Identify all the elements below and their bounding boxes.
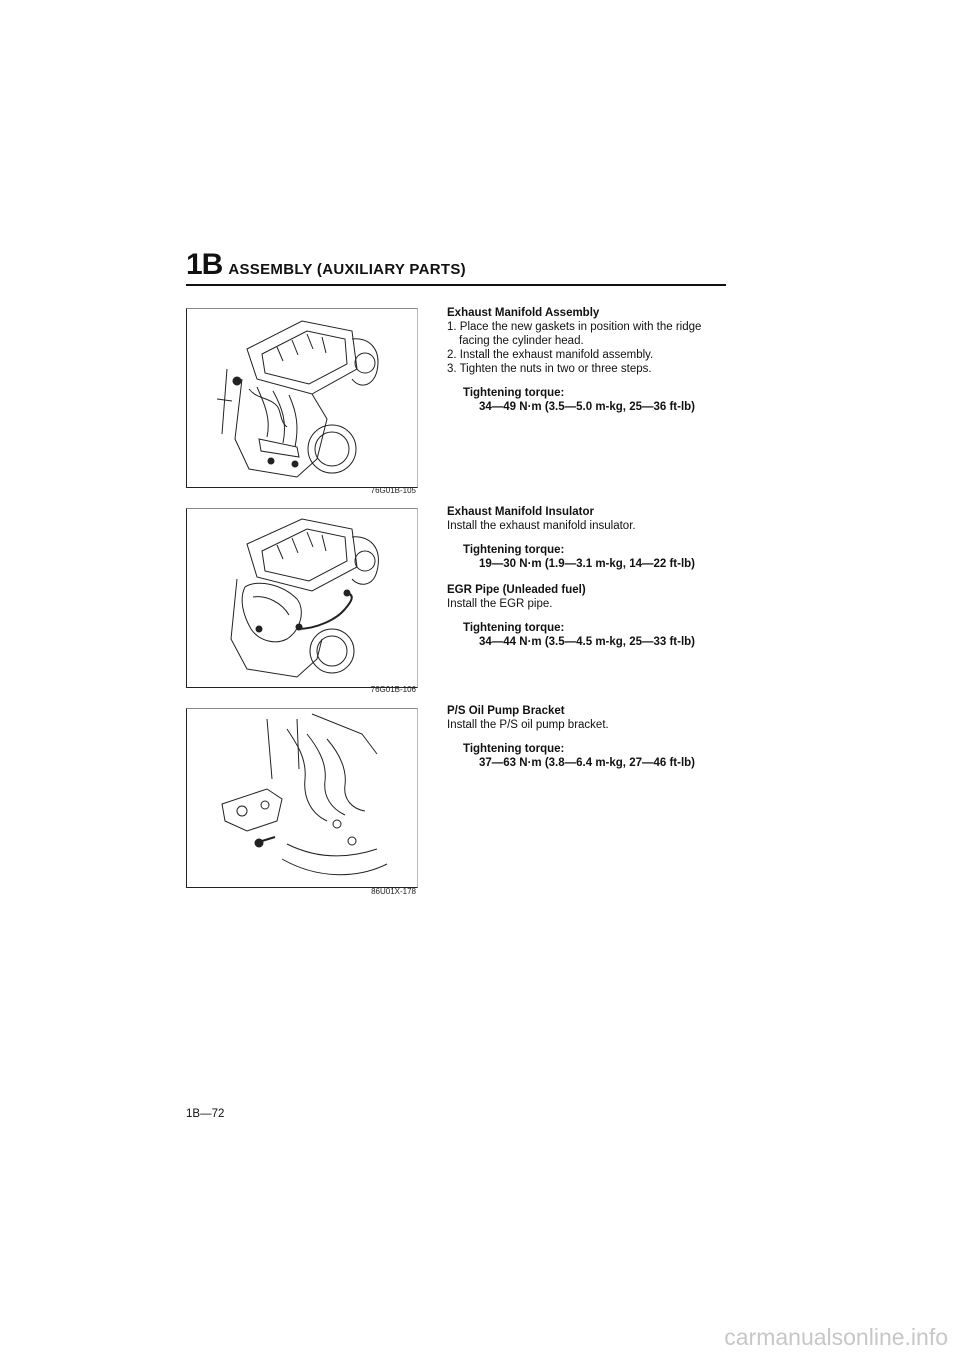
figure-manifold-insulator <box>186 508 418 688</box>
section-heading: EGR Pipe (Unleaded fuel) <box>447 584 586 596</box>
figure-code: 76G01B-106 <box>370 685 416 694</box>
ps-oil-pump-bracket-section <box>447 704 737 770</box>
tightening-torque: Tightening torque: 34—49 N·m (3.5—5.0 m-kg, 25—36 ft-lb) <box>463 387 696 413</box>
section-heading: P/S Oil Pump Bracket <box>447 705 565 717</box>
page-header <box>186 248 726 282</box>
section-number: 1B <box>186 248 223 281</box>
section-heading: Exhaust Manifold Assembly <box>447 307 600 319</box>
tightening-torque: Tightening torque: 19—30 N·m (1.9—3.1 m-kg, 14—22 ft-lb) <box>463 544 696 570</box>
section-title: ASSEMBLY (AUXILIARY PARTS) <box>228 261 466 278</box>
step-item: 3. Tighten the nuts in two or three steps. <box>447 363 652 375</box>
figure-code: 76G01B-105 <box>370 486 416 495</box>
engine-exhaust-manifold-illustration-icon <box>187 309 417 487</box>
figure-ps-pump-bracket <box>186 708 418 888</box>
figure-exhaust-manifold <box>186 308 418 488</box>
ps-pump-bracket-illustration-icon <box>187 709 417 887</box>
egr-pipe-section <box>447 583 737 649</box>
figure-code: 86U01X-178 <box>371 887 416 896</box>
engine-manifold-insulator-illustration-icon <box>187 509 417 687</box>
instruction-text: Install the exhaust manifold insulator. <box>447 520 636 532</box>
exhaust-manifold-insulator-section <box>447 505 737 649</box>
section-heading: Exhaust Manifold Insulator <box>447 506 594 518</box>
exhaust-manifold-assembly-section <box>447 306 737 414</box>
instruction-text: Install the P/S oil pump bracket. <box>447 719 609 731</box>
watermark: carmanualsonline.info <box>724 1324 948 1350</box>
step-item: 1. Place the new gaskets in position with the ridge facing the cylinder head. <box>447 321 702 347</box>
step-item: 2. Install the exhaust manifold assembly. <box>447 349 654 361</box>
page-number: 1B—72 <box>186 1108 225 1120</box>
header-rule <box>186 284 726 286</box>
tightening-torque: Tightening torque: 37—63 N·m (3.8—6.4 m-kg, 27—46 ft-lb) <box>463 743 696 769</box>
tightening-torque: Tightening torque: 34—44 N·m (3.5—4.5 m-kg, 25—33 ft-lb) <box>463 622 696 648</box>
instruction-text: Install the EGR pipe. <box>447 598 553 610</box>
